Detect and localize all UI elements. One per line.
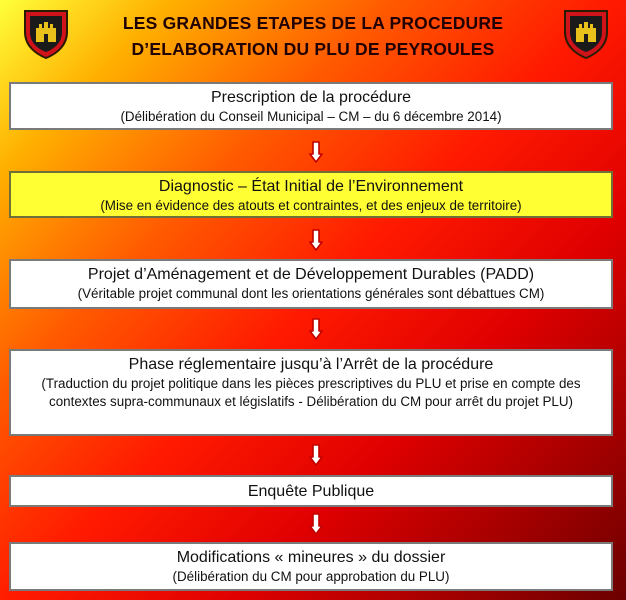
step-detail: (Délibération du Conseil Municipal – CM – du 6 décembre 2014) [120,109,502,124]
step-padd [9,259,613,309]
step-prescription [9,82,613,130]
step-detail: (Traduction du projet politique dans les pièces prescriptives du PLU et prise en compte des contextes supra-communaux et législatifs - Délibération du CM pour arrêt du projet PLU) [41,376,581,409]
step-diagnostic [9,171,613,218]
step-title: Modifications « mineures » du dossier [176,549,446,566]
step-enquete-publique [9,475,613,507]
title-line-1: LES GRANDES ETAPES DE LA PROCEDURE [122,13,504,33]
down-arrow-icon [309,444,323,466]
title-line-2: D’ELABORATION DU PLU DE PEYROULES [131,39,495,59]
page-title [60,10,566,62]
step-detail: (Délibération du CM pour approbation du PLU) [172,569,450,584]
down-arrow-icon [309,513,323,535]
down-arrow-icon [309,141,323,163]
coat-of-arms-icon [562,8,610,60]
step-title: Phase réglementaire jusqu’à l’Arrêt de la procédure [128,356,494,373]
step-detail: (Mise en évidence des atouts et contraintes, et des enjeux de territoire) [100,198,522,213]
step-modifications [9,542,613,591]
step-detail: (Véritable projet communal dont les orientations générales sont débattues CM) [77,286,545,301]
step-title: Diagnostic – État Initial de l’Environnement [158,178,464,195]
step-phase-reglementaire [9,349,613,436]
step-title: Enquête Publique [247,483,375,500]
step-title: Projet d’Aménagement et de Développement Durables (PADD) [87,266,535,283]
down-arrow-icon [309,318,323,340]
step-title: Prescription de la procédure [210,89,412,106]
down-arrow-icon [309,229,323,251]
